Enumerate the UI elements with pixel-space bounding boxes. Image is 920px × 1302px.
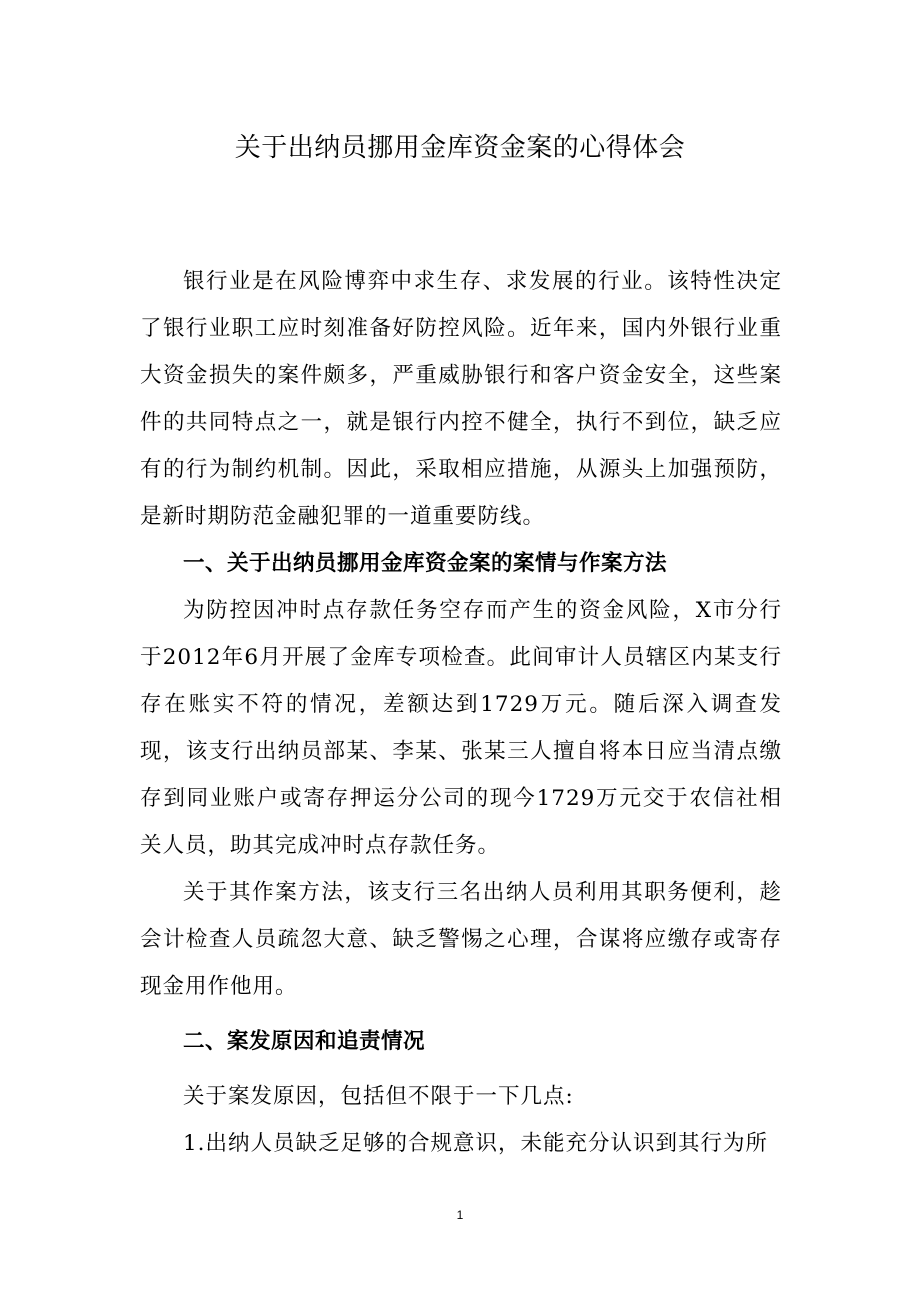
document-title: 关于出纳员挪用金库资金案的心得体会 [234,133,686,163]
section-heading-1: 一、关于出纳员挪用金库资金案的案情与作案方法 [183,551,668,576]
section-heading-2: 二、案发原因和追责情况 [183,1029,426,1054]
paragraph-gap [140,1065,782,1073]
page-number: 1 [456,1208,464,1222]
paragraph-gap [140,1010,782,1018]
paragraph-case-details: 为防控因冲时点存款任务空存而产生的资金风险，X市分行于2012年6月开展了金库专项检查。此间审计人员辖区内某支行存在账实不符的情况，差额达到1729万元。随后深入调查发现，该支行出纳员部某、李某、张某三人擅自将本日应当清点缴存到同业账户或寄存押运分公司的现今1729万元交于农信社相关人员，助其完成冲时点存款任务。 [140,598,782,858]
paragraph-method: 关于其作案方法，该支行三名出纳人员利用其职务便利，趁会计检查人员疏忽大意、缺乏警惕之心理，合谋将应缴存或寄存现金用作他用。 [140,880,782,999]
paragraph-intro: 银行业是在风险博弈中求生存、求发展的行业。该特性决定了银行业职工应时刻准备好防控风险。近年来，国内外银行业重大资金损失的案件颇多，严重威胁银行和客户资金安全，这些案件的共同特点之一，就是银行内控不健全，执行不到位，缺乏应有的行为制约机制。因此，采取相应措施，从源头上加强预防，是新时期防范金融犯罪的一道重要防线。 [140,269,782,529]
document-body [140,258,782,1167]
paragraph-cause-1: 1.出纳人员缺乏足够的合规意识，未能充分认识到其行为所 [183,1131,769,1156]
paragraph-causes-intro: 关于案发原因，包括但不限于一下几点: [183,1084,574,1109]
